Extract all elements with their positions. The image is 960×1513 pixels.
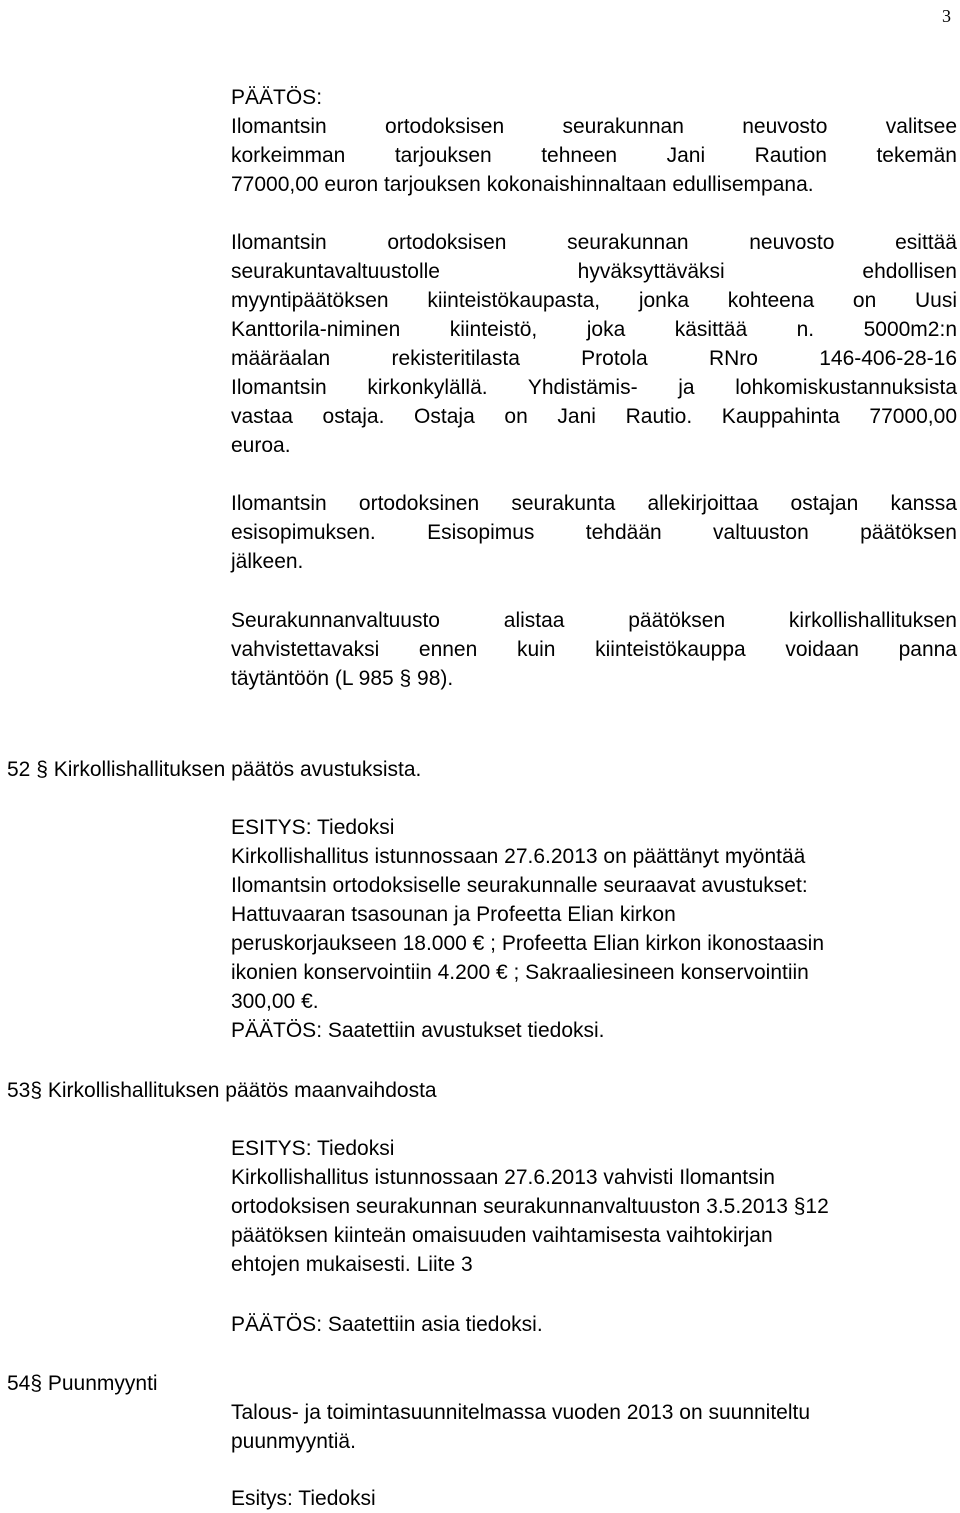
section-line: Kirkollishallitus istunnossaan 27.6.2013 vahvisti Ilomantsin (231, 1166, 775, 1189)
section-line: puunmyyntiä. (231, 1430, 356, 1453)
section-line: Talous- ja toimintasuunnitelmassa vuoden 2013 on suunniteltu (231, 1401, 811, 1424)
paragraph-line: täytäntöön (L 985 § 98). (231, 667, 454, 690)
section-line: ehtojen mukaisesti. Liite 3 (231, 1253, 473, 1276)
section-line: peruskorjaukseen 18.000 € ; Profeetta Elian kirkon ikonostaasin (231, 932, 825, 955)
paragraph-line: vahvistettavaksi ennen kuin kiinteistökauppa voidaan panna (231, 638, 957, 661)
paragraph-line: määräalan rekisteritilasta Protola RNro 146-406-28-16 (231, 347, 957, 370)
paragraph-line: seurakuntavaltuustolle hyväksyttäväksi ehdollisen (231, 260, 957, 283)
section-heading-53: 53§ Kirkollishallituksen päätös maanvaihdosta (7, 1079, 437, 1102)
decision-block (231, 83, 957, 199)
section-heading-54: 54§ Puunmyynti (7, 1372, 158, 1395)
paragraph-line: Ilomantsin ortodoksisen seurakunnan neuvosto esittää (231, 231, 957, 254)
paragraph-line: myyntipäätöksen kiinteistökaupasta, jonka kohteena on Uusi (231, 289, 957, 312)
paragraph-line: Seurakunnanvaltuusto alistaa päätöksen kirkollishallituksen (231, 609, 957, 632)
section-body-53 (231, 1134, 957, 1279)
page-number: 3 (942, 6, 951, 26)
section-line: Ilomantsin ortodoksiselle seurakunnalle seuraavat avustukset: (231, 874, 808, 897)
decision-line: 77000,00 euron tarjouksen kokonaishinnaltaan edullisempana. (231, 173, 814, 196)
section-line: Kirkollishallitus istunnossaan 27.6.2013 on päättänyt myöntää (231, 845, 806, 868)
section-body-54 (231, 1398, 957, 1456)
paragraph-line: euroa. (231, 434, 291, 457)
section-line: ikonien konservointiin 4.200 € ; Sakraaliesineen konservointiin (231, 961, 809, 984)
paragraph-line: jälkeen. (231, 550, 304, 573)
decision-line: korkeimman tarjouksen tehneen Jani Raution tekemän (231, 144, 957, 167)
section-line: ESITYS: Tiedoksi (231, 816, 395, 839)
section-line: päätöksen kiinteän omaisuuden vaihtamisesta vaihtokirjan (231, 1224, 773, 1247)
section-line: 300,00 €. (231, 990, 319, 1013)
paragraph-line: Kanttorila-niminen kiinteistö, joka käsittää n. 5000m2:n (231, 318, 957, 341)
section-line: PÄÄTÖS: Saatettiin avustukset tiedoksi. (231, 1019, 605, 1042)
section-decision-53: PÄÄTÖS: Saatettiin asia tiedoksi. (231, 1313, 543, 1336)
section-proposal-54: Esitys: Tiedoksi (231, 1487, 376, 1510)
paragraph-line: Ilomantsin kirkonkylällä. Yhdistämis- ja lohkomiskustannuksista (231, 376, 957, 399)
signing-paragraph (231, 489, 957, 576)
proposal-paragraph (231, 228, 957, 460)
decision-label: PÄÄTÖS: (231, 86, 323, 109)
paragraph-line: esisopimuksen. Esisopimus tehdään valtuuston päätöksen (231, 521, 957, 544)
paragraph-line: Ilomantsin ortodoksinen seurakunta allekirjoittaa ostajan kanssa (231, 492, 957, 515)
section-body-52 (231, 813, 957, 1045)
section-line: ortodoksisen seurakunnan seurakunnanvaltuuston 3.5.2013 §12 (231, 1195, 829, 1218)
section-heading-52: 52 § Kirkollishallituksen päätös avustuksista. (7, 758, 422, 781)
decision-line: Ilomantsin ortodoksisen seurakunnan neuvosto valitsee (231, 115, 957, 138)
council-paragraph (231, 606, 957, 693)
section-line: ESITYS: Tiedoksi (231, 1137, 395, 1160)
paragraph-line: vastaa ostaja. Ostaja on Jani Rautio. Kauppahinta 77000,00 (231, 405, 957, 428)
section-line: Hattuvaaran tsasounan ja Profeetta Elian kirkon (231, 903, 676, 926)
